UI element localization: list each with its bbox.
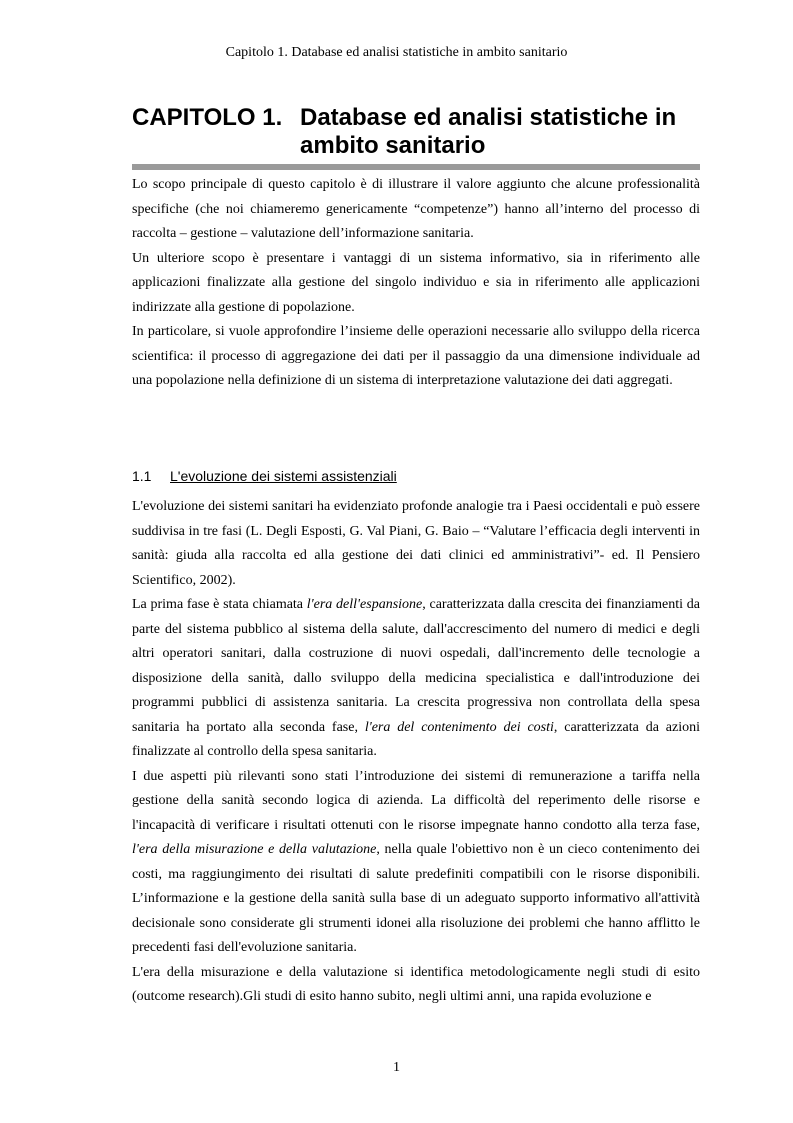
emphasis: l'era dell'espansione	[306, 597, 423, 612]
emphasis: l'era della misurazione e della valutazione	[132, 842, 377, 857]
intro-text	[132, 173, 700, 394]
paragraph: L'era della misurazione e della valutazione si identifica metodologicamente negli studi di esito (outcome research).Gli studi di esito hanno subito, negli ultimi anni, una rapida evoluzione e	[132, 964, 700, 1004]
chapter-title	[132, 104, 712, 160]
emphasis: l'era del contenimento dei costi	[364, 719, 554, 735]
text-run: , caratterizzata dalla crescita dei finanziamenti da parte del sistema pubblico al sistema della salute, dall'accrescimento del numero di medici e degli altri operatori sanitari, dalla costruzione di nuovi ospedali, dall'incremento delle tecnologie a disposizione della sanità, dallo sviluppo della medicina specialistica e dall'introduzione dei programmi pubblici di assistenza sanitaria. La crescita progressiva non controllata della spesa sanitaria ha portato alla seconda fase,	[132, 597, 700, 735]
text-run: La prima fase è stata chiamata	[132, 597, 307, 612]
text-run: , nella quale l'obiettivo non è un cieco contenimento dei costi, ma raggiungimento dei risultati di salute predefiniti compatibili con le risorse disponibili. L’informazione e la gestione della sanità sulla base di un adeguato supporto informativo all'attività decisionale sono considerate gli strumenti idonei alla risoluzione dei problemi che hanno afflitto le precedenti fasi dell'evoluzione sanitaria.	[132, 842, 700, 955]
section-heading	[132, 466, 700, 486]
text-run: , caratterizzata da azioni finalizzate al controllo della spesa sanitaria.	[132, 719, 700, 759]
section-title: L'evoluzione dei sistemi assistenziali	[170, 468, 397, 484]
page-number: 1	[393, 1060, 400, 1075]
paragraph	[132, 593, 700, 765]
text-run: I due aspetti più rilevanti sono stati l’introduzione dei sistemi di remunerazione a tariffa nella gestione della sanità secondo logica di azienda. La difficoltà del reperimento delle risorse e l'incapacità di verificare i risultati ottenuti con le risorse impegnate hanno condotto alla terza fase,	[132, 768, 700, 833]
section-number: 1.1	[132, 468, 152, 484]
paragraph: L'evoluzione dei sistemi sanitari ha evidenziato profonde analogie tra i Paesi occidentali e può essere suddivisa in tre fasi (L. Degli Esposti, G. Val Piani, G. Baio – “Valutare l’efficacia degli interventi in sanità: giuda alla raccolta ed alla gestione dei dati clinici ed amministrativi”- ed. Il Pensiero Scientifico, 2002).	[132, 499, 700, 588]
paragraph: Un ulteriore scopo è presentare i vantaggi di un sistema informativo, sia in riferimento alle applicazioni finalizzate alla gestione del singolo individuo e sia in riferimento alle applicazioni indirizzate alla gestione di popolazione.	[132, 250, 700, 315]
running-header: Capitolo 1. Database ed analisi statistiche in ambito sanitario	[225, 45, 568, 60]
chapter-title-text: Database ed analisi statistiche in ambito sanitario	[300, 104, 677, 159]
paragraph	[132, 765, 700, 961]
title-divider	[132, 164, 700, 170]
chapter-number: CAPITOLO 1.	[132, 104, 283, 131]
paragraph: Lo scopo principale di questo capitolo è di illustrare il valore aggiunto che alcune professionalità specifiche (che noi chiameremo genericamente “competenze”) hanno all’interno del processo di raccolta – gestione – valutazione dell’informazione sanitaria.	[132, 177, 700, 241]
section-body	[132, 495, 700, 1010]
paragraph: In particolare, si vuole approfondire l’insieme delle operazioni necessarie allo sviluppo della ricerca scientifica: il processo di aggregazione dei dati per il passaggio da una dimensione individuale ad una popolazione nella definizione di un sistema di interpretazione valutazione dei dati aggregati.	[132, 324, 700, 388]
